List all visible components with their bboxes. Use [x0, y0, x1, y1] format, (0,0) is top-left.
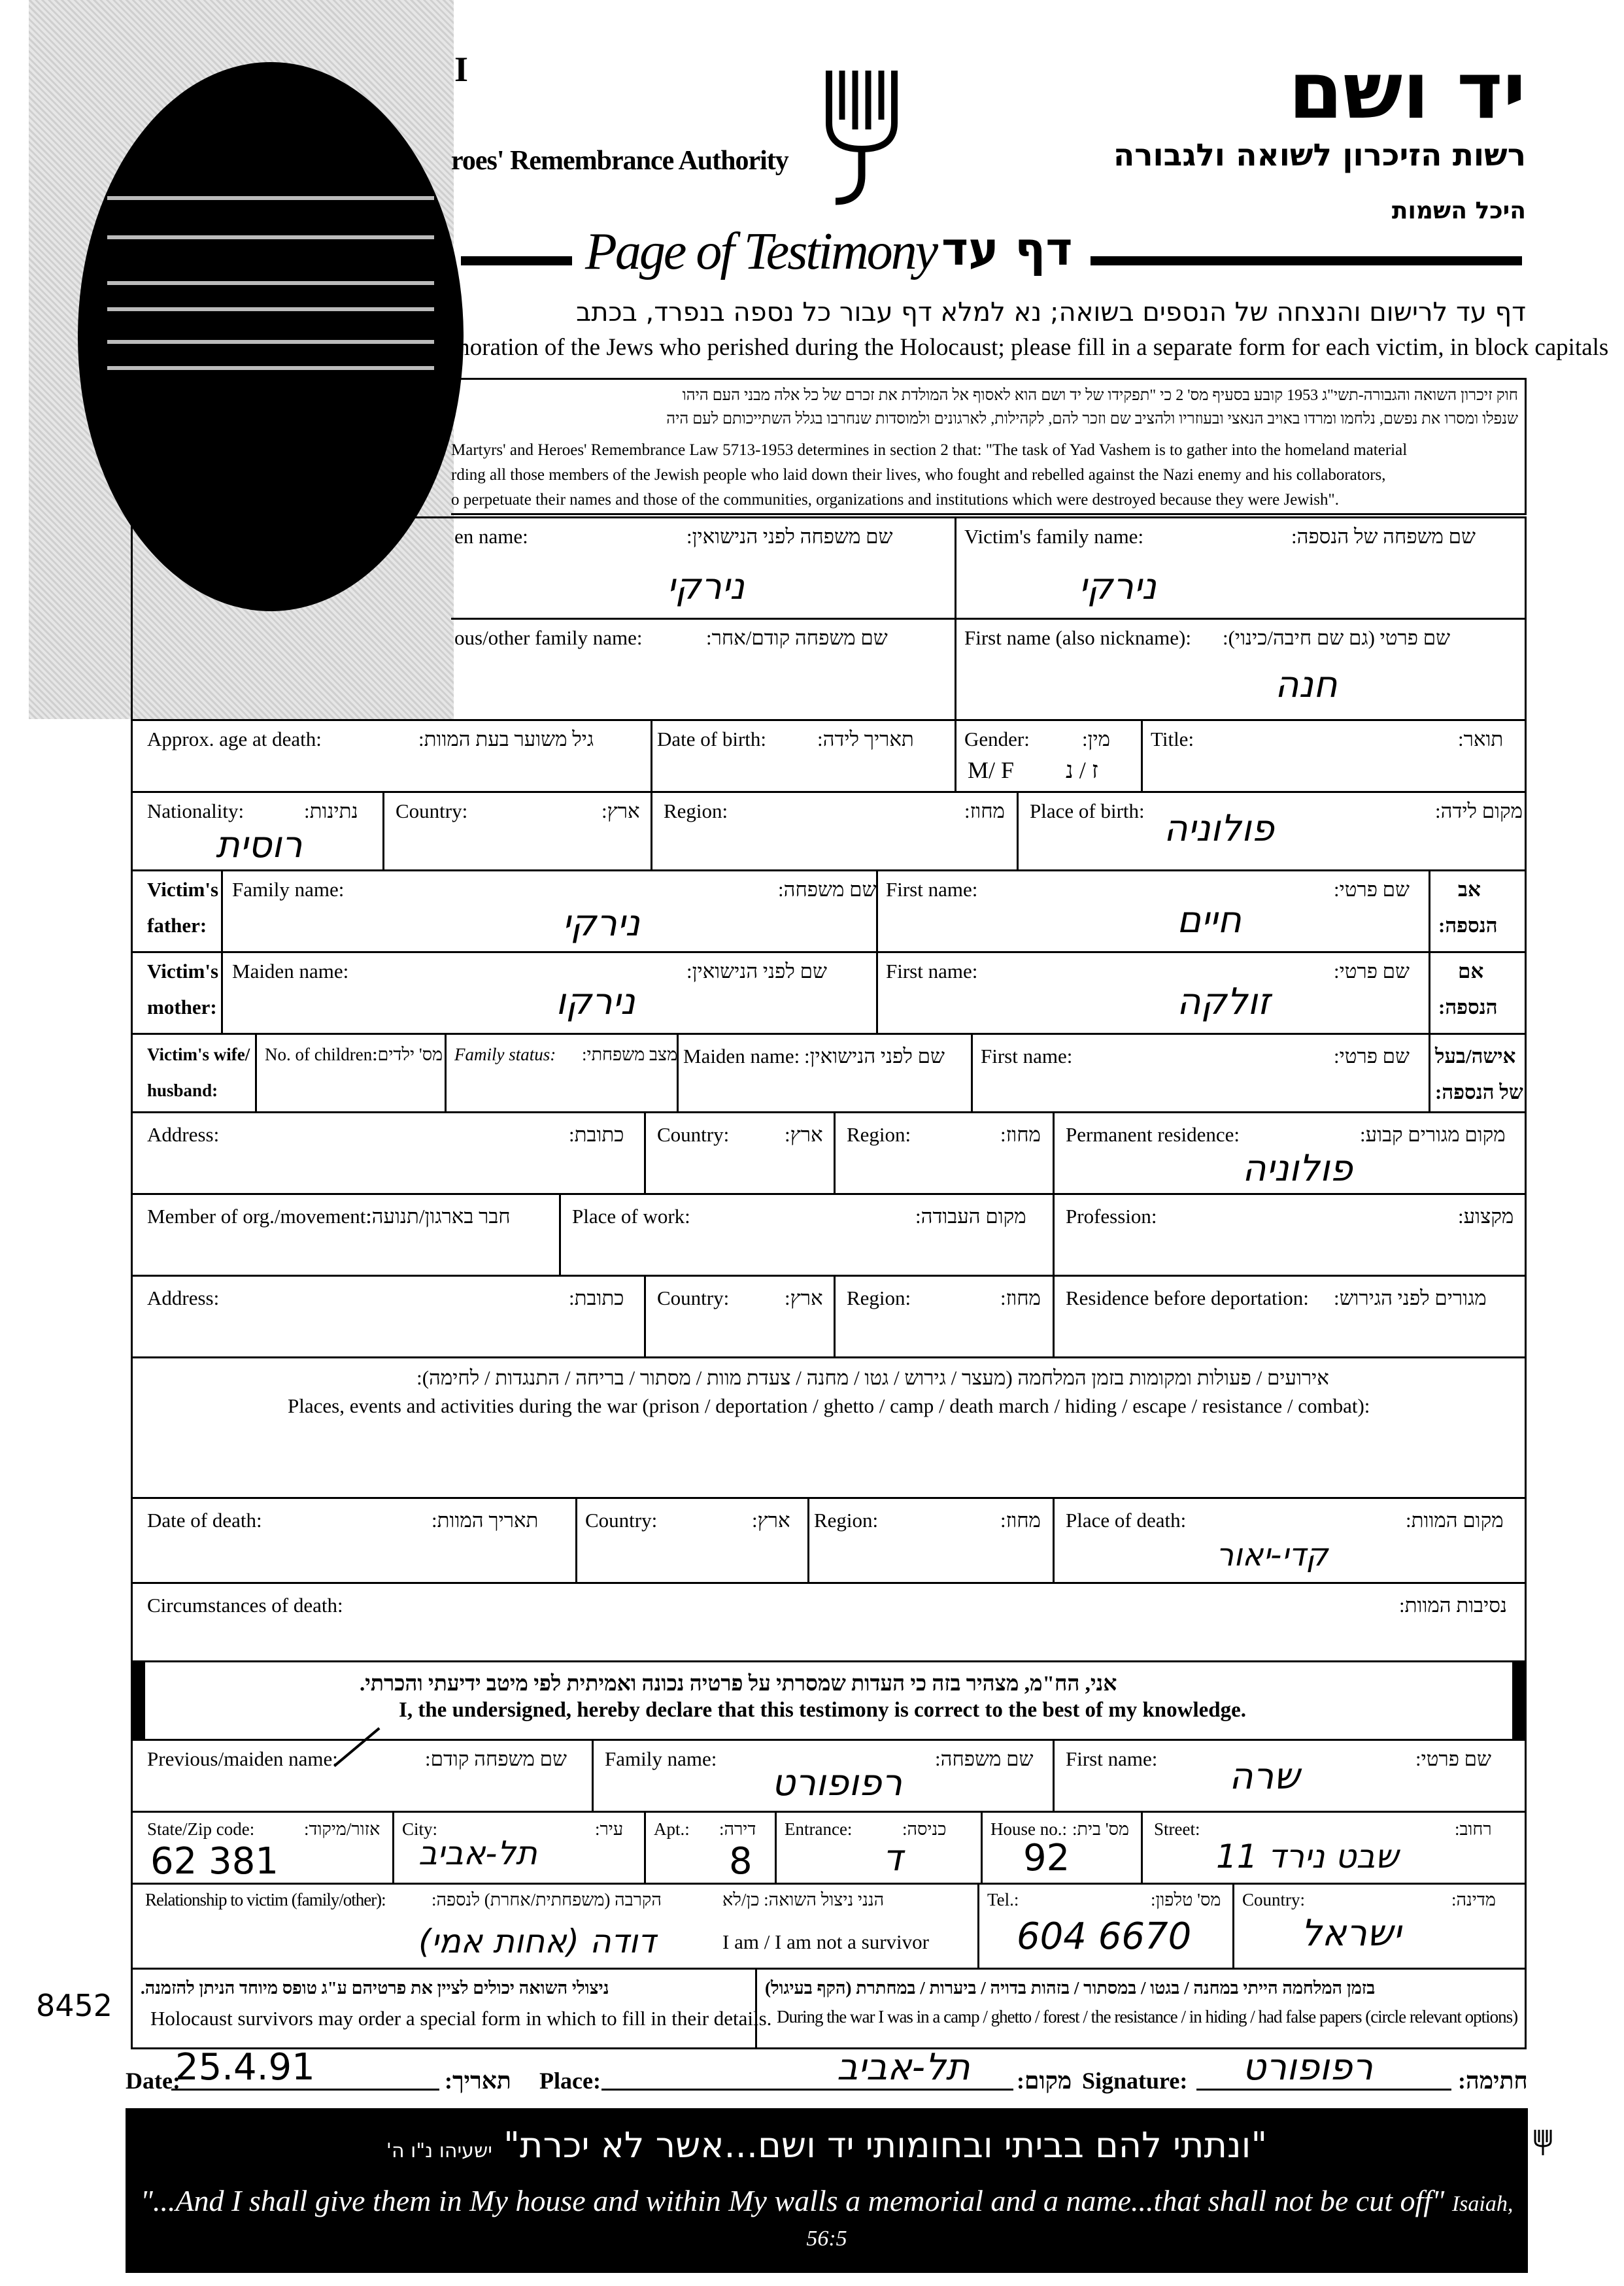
dod-label-en: Date of death:	[147, 1509, 262, 1532]
region-label-en-1: Region:	[664, 799, 728, 822]
title-label-he: תואר:	[1458, 728, 1504, 750]
entrance-label-he: כניסה:	[902, 1819, 947, 1839]
country-value[interactable]: ישראל	[1301, 1912, 1402, 1955]
spouse-maiden-label-en: Maiden name:	[683, 1045, 800, 1067]
pod-label-en: Place of death:	[1066, 1509, 1187, 1532]
date-label-en: Date:	[126, 2068, 180, 2094]
footer-quote-he-source: ישעיהו נ"ו ה'	[386, 2140, 492, 2162]
first-value[interactable]: חנה	[1275, 664, 1338, 706]
pob-value[interactable]: פולוניה	[1164, 807, 1274, 850]
events-label-en: Places, events and activities during the war (prison / deportation / ghetto / camp / death march / hiding / escape / resistance / combat):	[288, 1394, 1370, 1417]
header-he-sub: רשות הזיכרון לשואה ולגבורה	[1113, 137, 1526, 173]
sub-family-label-he: שם משפחה:	[935, 1747, 1034, 1770]
survivor-label-en: I am / I am not a survivor	[722, 1930, 929, 1953]
survivor-label-he: הנני ניצול השואה: כן/לא	[722, 1890, 885, 1909]
mother-label-he-2: הנספה:	[1438, 996, 1498, 1018]
country-label-en-3: Country:	[657, 1286, 730, 1309]
zip-label-en: State/Zip code:	[147, 1819, 255, 1839]
footer-menorah-icon	[1533, 2128, 1553, 2157]
page-title-he: דף עד	[941, 222, 1073, 276]
address-label-en-1: Address:	[147, 1123, 220, 1146]
tel-value[interactable]: 604 6670	[1017, 1915, 1192, 1958]
law-en-2: rding all those members of the Jewish people who laid down their lives, who fought and rebelled against the Nazi enemy and his collaborators,	[451, 466, 1386, 484]
circ-label-he: נסיבות המוות:	[1399, 1594, 1507, 1617]
work-label-en: Place of work:	[572, 1205, 690, 1228]
footer-quote-en-text: "...And I shall give them in My house and within My walls a memorial and a name...that shall not be cut off"	[140, 2184, 1445, 2217]
pob-label-en: Place of birth:	[1030, 799, 1145, 822]
spouse-label-en-1: Victim's wife/	[147, 1045, 250, 1064]
dob-label-en: Date of birth:	[657, 728, 767, 750]
address-label-en-2: Address:	[147, 1286, 220, 1309]
city-value[interactable]: תל-אביב	[418, 1834, 537, 1872]
mother-maiden-label-en: Maiden name:	[232, 960, 349, 983]
father-family-label-he: שם משפחה:	[778, 878, 877, 901]
father-label-en-2: father:	[147, 914, 207, 937]
father-first-value[interactable]: חיים	[1177, 899, 1242, 941]
houseno-label-en: House no.:	[990, 1819, 1067, 1839]
mother-first-label-en: First name:	[886, 960, 978, 983]
sub-family-value[interactable]: רפופורט	[771, 1762, 902, 1804]
pod-label-he: מקום המוות:	[1406, 1509, 1504, 1532]
prev-label-en: ous/other family name:	[454, 626, 643, 649]
mother-maiden-value[interactable]: נירקו	[556, 981, 635, 1023]
zip-label-he: אזור/מיקוד:	[304, 1819, 381, 1839]
region-label-he-1: מחוז:	[964, 799, 1005, 822]
country-label-he-2: ארץ:	[785, 1123, 823, 1146]
apt-label-he: דירה:	[719, 1819, 756, 1839]
footer-quote-en-source: Isaiah, 56:5	[806, 2192, 1514, 2251]
sig-label-he: חתימה:	[1458, 2068, 1528, 2094]
perm-label-he: מקום מגורים קבוע:	[1360, 1123, 1506, 1146]
father-label-he-2: הנספה:	[1438, 914, 1498, 937]
nationality-value[interactable]: רוסית	[216, 824, 303, 866]
pob-label-he: מקום לידה:	[1435, 799, 1523, 822]
page-title-en: Page of Testimony	[585, 223, 937, 280]
nat-label-en: Nationality:	[147, 799, 245, 822]
prevmaiden-label-en: Previous/maiden name:	[147, 1747, 338, 1770]
mother-first-label-he: שם פרטי:	[1334, 960, 1410, 983]
country-label-he-1: ארץ:	[601, 799, 640, 822]
intro-he: דף עד לרישום והנצחה של הנספים בשואה; נא למלא דף עבור כל נספה בנפרד, בכתב	[576, 297, 1526, 328]
rel-label-he: הקרבה (משפחתית/אחרת) לנספה:	[431, 1890, 662, 1909]
first-label-en: First name (also nickname):	[964, 626, 1191, 649]
tel-label-he: מס' טלפון:	[1151, 1890, 1221, 1909]
wartime-he: בזמן המלחמה הייתי במחנה / בגטו / במסתור / בזהות בדויה / ביערות / במחתרת (הקף בעיגול)	[765, 1978, 1376, 1998]
sub-first-label-en: First name:	[1066, 1747, 1158, 1770]
zip-value[interactable]: 62 381	[150, 1840, 279, 1883]
country-label-en-2: Country:	[657, 1123, 730, 1146]
date-label-he: תאריך:	[445, 2068, 511, 2094]
law-en-3: o perpetuate their names and those of the communities, organizations and institutions which were destroyed because they were Jewish".	[451, 491, 1339, 509]
region-label-en-3: Region:	[847, 1286, 911, 1309]
law-he-1: חוק זיכרון השואה והגבורה-תשי"ג 1953 קובע בסעיף מס' 2 כי "תפקידו של יד ושם הוא לאסוף אל המולדת את זכרם של כל אלה מבני העם היהו	[682, 387, 1518, 404]
law-en-1: Martyrs' and Heroes' Remembrance Law 5713-1953 determines in section 2 that: "The task of Yad Vashem is to gather into the homeland material	[451, 441, 1408, 459]
spouse-label-he-2: של הנספה:	[1435, 1081, 1523, 1103]
father-label-en-1: Victim's	[147, 878, 219, 901]
city-label-he: עיר:	[595, 1819, 624, 1839]
country2-label-en: Country:	[1242, 1890, 1306, 1909]
region-label-he-3: מחוז:	[1000, 1286, 1041, 1309]
street-label-he: רחוב:	[1455, 1819, 1492, 1839]
first-label-he: שם פרטי (גם שם חיבה/כינוי):	[1223, 626, 1451, 649]
relationship-value[interactable]: דודה (אחות אמי)	[418, 1923, 656, 1960]
pod-value[interactable]: קדי-יאור	[1216, 1537, 1328, 1573]
region-label-he-2: מחוז:	[1000, 1123, 1041, 1146]
sig-label-en: Signature:	[1082, 2068, 1188, 2094]
mother-label-en-2: mother:	[147, 996, 217, 1018]
family-value[interactable]: נירקי	[1079, 565, 1157, 608]
entrance-label-en: Entrance:	[785, 1819, 853, 1839]
spouse-label-he-1: אישה/בעל	[1435, 1045, 1516, 1067]
place-value[interactable]: תל-אביב	[837, 2046, 970, 2089]
father-label-he-1: אב	[1458, 878, 1481, 901]
gender-options-he[interactable]: ז / נ	[1066, 757, 1098, 783]
law-he-2: שנפלו ומסרו את נפשם, נלחמו ומרדו באויב הנאצי ובעוזריו ולהציב שם וזכר להם, לקהילות, לארגונים ולמוסדות שנחרבו בגלל השתייכותם לעם היה	[666, 411, 1518, 428]
prev-label-he: שם משפחה קודם/אחר:	[706, 626, 888, 649]
famstatus-label-he: מצב משפחתי:	[582, 1045, 678, 1064]
region-label-he-4: מחוז:	[1000, 1509, 1041, 1532]
country-label-en-4: Country:	[585, 1509, 658, 1532]
region-label-en-2: Region:	[847, 1123, 911, 1146]
wartime-en: During the war I was in a camp / ghetto / forest / the resistance / in hiding / had false papers (circle relevant options)	[777, 2007, 1518, 2026]
footer-quote-he	[126, 2125, 1528, 2166]
place-label-en: Place:	[539, 2068, 601, 2094]
place-label-he: מקום:	[1017, 2068, 1072, 2094]
perm-res-value[interactable]: פולוניה	[1242, 1147, 1353, 1190]
rel-label-en: Relationship to victim (family/other):	[145, 1890, 386, 1909]
street-label-en: Street:	[1154, 1819, 1200, 1839]
footer-quote-he-text: "ונתתי להם בביתי ובחומותי יד ושם...אשר לא יכרת"	[503, 2125, 1268, 2166]
mother-label-he-1: אם	[1458, 960, 1484, 983]
maiden-value[interactable]: נירקי	[667, 565, 745, 608]
address-label-he-1: כתובת:	[569, 1123, 624, 1146]
sub-first-label-he: שם פרטי:	[1415, 1747, 1491, 1770]
header-en-title-partial: I	[454, 50, 469, 89]
dob-label-he: תאריך לידה:	[817, 728, 914, 750]
declare-en: I, the undersigned, hereby declare that this testimony is correct to the best of my knowledge.	[399, 1698, 1247, 1722]
spouse-label-en-2: husband:	[147, 1081, 218, 1100]
maiden-label-he: שם משפחה לפני הנישואין:	[686, 525, 893, 548]
maiden-label-en: en name:	[454, 525, 528, 548]
children-label-en: No. of children:	[265, 1045, 377, 1064]
apt-label-en: Apt.:	[654, 1819, 690, 1839]
intro-en: moration of the Jews who perished during the Holocaust; please fill in a separate form for each victim, in block capitals	[451, 334, 1609, 361]
sub-family-label-en: Family name:	[605, 1747, 717, 1770]
date-value[interactable]: 25.4.91	[175, 2046, 315, 2089]
age-label-he: גיל משוער בעת המוות:	[418, 728, 594, 750]
city-label-en: City:	[402, 1819, 438, 1839]
member-label-he: חבר בארגון/תנועה:	[366, 1205, 511, 1228]
spouse-first-label-he: שם פרטי:	[1334, 1045, 1410, 1067]
survform-en: Holocaust survivors may order a special form in which to fill in their details.	[150, 2007, 772, 2030]
resbefore-label-he: מגורים לפני הגירוש:	[1334, 1286, 1487, 1309]
mother-label-en-1: Victim's	[147, 960, 219, 983]
gender-options-en[interactable]: M/ F	[968, 757, 1015, 783]
gender-label-en: Gender:	[964, 728, 1030, 750]
prof-label-en: Profession:	[1066, 1205, 1157, 1228]
entrance-value[interactable]: ד	[883, 1837, 903, 1879]
header-en-authority: roes' Remembrance Authority	[451, 146, 788, 176]
header-he-title: יד ושם	[1288, 46, 1526, 137]
mother-first-value[interactable]: זולקה	[1177, 981, 1270, 1023]
prof-label-he: מקצוע:	[1458, 1205, 1514, 1228]
signature-value: רפופורט	[1242, 2046, 1373, 2089]
circ-label-en: Circumstances of death:	[147, 1594, 343, 1617]
dod-label-he: תאריך המוות:	[431, 1509, 539, 1532]
menorah-logo	[822, 58, 901, 214]
children-label-he: מס' ילדים:	[373, 1045, 443, 1064]
street-value[interactable]: שבט נירד 11	[1216, 1838, 1398, 1875]
country-label-he-4: ארץ:	[752, 1509, 790, 1532]
footer-quote-en	[126, 2183, 1528, 2253]
tel-label-en: Tel.:	[987, 1890, 1019, 1909]
apt-value[interactable]: 8	[729, 1840, 753, 1883]
spouse-first-label-en: First name:	[981, 1045, 1073, 1067]
declare-he: אני, הח"מ, מצהיר בזה כי העדות שמסרתי על פרטיה נכונה ואמיתית לפי מיטב ידיעתי והכרתי.	[360, 1672, 1117, 1696]
resbefore-label-en: Residence before deportation:	[1066, 1286, 1309, 1309]
survform-he: ניצולי השואה יכולים לציין את פרטיהם ע"ג טופס מיוחד הניתן להזמנה.	[141, 1978, 609, 1998]
father-family-label-en: Family name:	[232, 878, 345, 901]
age-label-en: Approx. age at death:	[147, 728, 322, 750]
country-label-he-3: ארץ:	[785, 1286, 823, 1309]
nat-label-he: נתינות:	[304, 799, 358, 822]
father-first-label-en: First name:	[886, 878, 978, 901]
prevmaiden-label-he: שם משפחה קודם:	[425, 1747, 567, 1770]
houseno-value[interactable]: 92	[1023, 1837, 1070, 1879]
region-label-en-4: Region:	[814, 1509, 879, 1532]
famstatus-label-en: Family status:	[454, 1045, 556, 1064]
perm-label-en: Permanent residence:	[1066, 1123, 1240, 1146]
sub-first-value[interactable]: שרה	[1229, 1755, 1300, 1798]
father-family-value[interactable]: נירקי	[562, 902, 640, 945]
houseno-label-he: מס' בית:	[1072, 1819, 1130, 1839]
family-label-he: שם משפחה של הנספה:	[1291, 525, 1476, 548]
address-label-he-2: כתובת:	[569, 1286, 624, 1309]
work-label-he: מקום העבודה:	[915, 1205, 1026, 1228]
country-label-en-1: Country:	[396, 799, 468, 822]
margin-number: 8452	[36, 1988, 113, 2023]
title-label-en: Title:	[1151, 728, 1194, 750]
gender-label-he: מין:	[1082, 728, 1111, 750]
header-he-hall: היכל השמות	[1391, 197, 1526, 224]
family-label-en: Victim's family name:	[964, 525, 1144, 548]
country2-label-he: מדינה:	[1451, 1890, 1496, 1909]
member-label-en: Member of org./movement:	[147, 1205, 371, 1228]
spouse-maiden-label-he: שם לפני הנישואין:	[804, 1045, 945, 1067]
mother-maiden-label-he: שם לפני הנישואין:	[686, 960, 827, 983]
father-first-label-he: שם פרטי:	[1334, 878, 1410, 901]
events-label-he: אירועים / פעולות ומקומות בזמן המלחמה (מעצר / גירוש / גטו / מחנה / צעדת מוות / מסתור / בריחה / התנגדות / לחימה):	[416, 1366, 1329, 1389]
